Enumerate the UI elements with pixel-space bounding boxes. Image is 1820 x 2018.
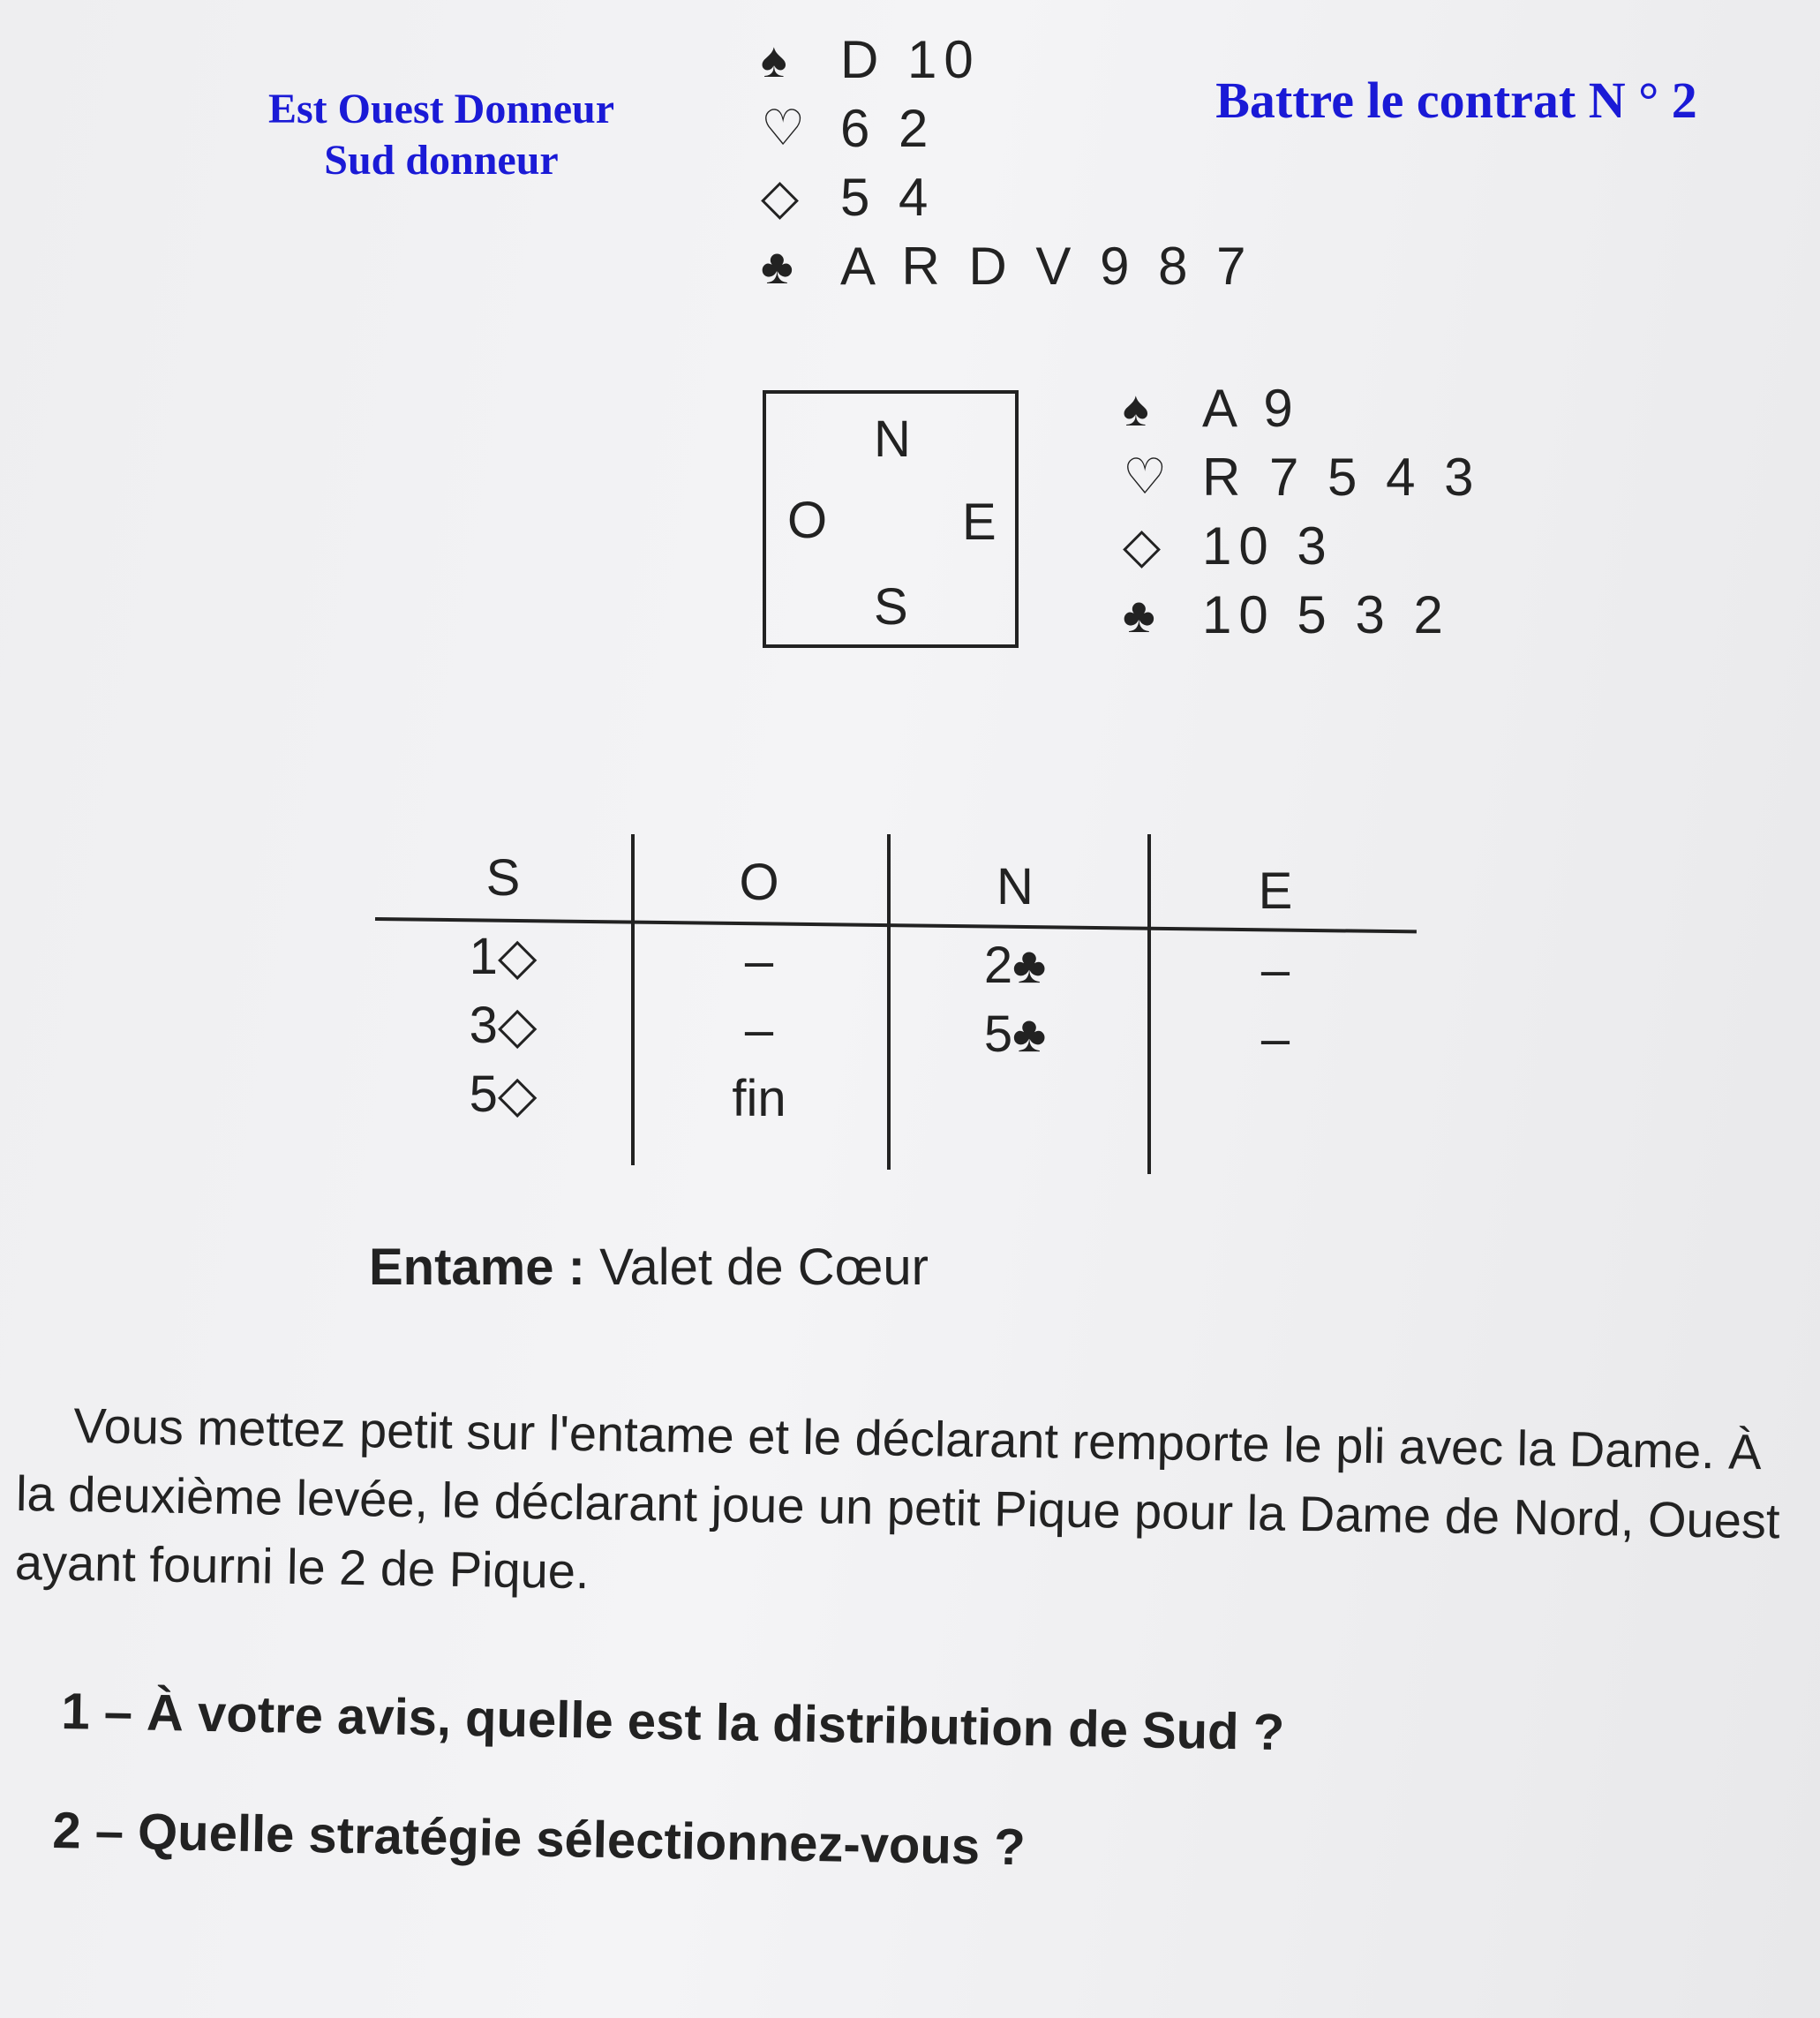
bidding-column-north <box>887 843 1143 1138</box>
bid-cell: fin <box>732 1070 786 1127</box>
question-2: 2 – Quelle stratégie sélectionnez-vous ? <box>51 1801 1027 1877</box>
problem-description <box>14 1390 1782 1624</box>
club-icon: ♣ <box>1123 586 1155 643</box>
east-spades-cards: A 9 <box>1202 378 1300 438</box>
north-diamonds-cards: 5 4 <box>840 167 936 227</box>
north-clubs-row <box>761 231 1253 300</box>
diamond-icon: ◇ <box>761 169 800 224</box>
bid-cell: 5♣ <box>983 1005 1047 1063</box>
bid-cell: – <box>744 932 774 990</box>
bid-cell <box>1147 1073 1403 1142</box>
north-clubs-cards: A R D V 9 8 7 <box>840 236 1253 296</box>
lead-label: Entame : <box>369 1239 585 1296</box>
club-icon: ♣ <box>761 237 793 294</box>
north-hearts-cards: 6 2 <box>840 98 936 158</box>
opening-lead <box>369 1238 929 1297</box>
dealer-info <box>221 84 662 186</box>
bidding-header-west: O <box>739 854 779 911</box>
north-diamonds-row <box>761 162 1253 231</box>
east-diamonds-cards: 10 3 <box>1202 516 1334 576</box>
north-hearts-row <box>761 94 1253 162</box>
bid-cell: – <box>1260 941 1290 998</box>
bid-cell: 2♣ <box>983 937 1047 994</box>
bidding-column-south <box>375 834 631 1129</box>
lead-value: Valet de Cœur <box>599 1239 929 1296</box>
east-clubs-row <box>1123 580 1481 649</box>
north-spades-cards: D 10 <box>840 29 981 89</box>
dealer-line-1: Est Ouest Donneur <box>267 86 615 132</box>
compass-north: N <box>874 410 911 468</box>
east-hearts-row <box>1123 442 1481 511</box>
bidding-header-south: S <box>485 849 521 907</box>
east-diamonds-row <box>1123 511 1481 580</box>
compass-west: O <box>787 492 828 549</box>
east-hearts-cards: R 7 5 4 3 <box>1202 447 1481 507</box>
bid-cell: 3◇ <box>469 997 538 1054</box>
bid-cell: 5◇ <box>469 1065 538 1123</box>
spade-icon: ♠ <box>761 31 787 87</box>
bidding-table <box>375 834 1417 1178</box>
page-title: Battre le contrat N ° 2 <box>1215 72 1697 129</box>
bidding-column-east <box>1147 847 1403 1142</box>
bidding-header-east: E <box>1258 862 1293 920</box>
north-hand <box>761 25 1253 300</box>
east-hand <box>1123 373 1481 649</box>
bidding-column-west <box>631 839 887 1133</box>
heart-icon: ♡ <box>761 100 806 155</box>
bidding-header-north: N <box>996 858 1034 915</box>
bid-cell: – <box>1260 1010 1290 1067</box>
bid-cell <box>887 1069 1143 1138</box>
compass-box <box>763 390 1019 648</box>
heart-icon: ♡ <box>1123 448 1168 504</box>
diamond-icon: ◇ <box>1123 517 1162 573</box>
east-clubs-cards: 10 5 3 2 <box>1202 584 1450 644</box>
compass-east: E <box>962 493 996 551</box>
compass-south: S <box>874 578 908 636</box>
bid-cell: 1◇ <box>469 928 538 985</box>
north-spades-row <box>761 25 1253 94</box>
question-1: 1 – À votre avis, quelle est la distribution de Sud ? <box>60 1682 1285 1762</box>
dealer-line-2: Sud donneur <box>324 137 559 184</box>
spade-icon: ♠ <box>1123 380 1149 436</box>
problem-text: Vous mettez petit sur l'entame et le déclarant remporte le pli avec la Dame. À la deuxième levée, le déclarant joue un petit Pique pour la Dame de Nord, Ouest ayant fourni le 2 de Pique. <box>14 1397 1780 1600</box>
east-spades-row <box>1123 373 1481 442</box>
bid-cell: – <box>744 1001 774 1058</box>
